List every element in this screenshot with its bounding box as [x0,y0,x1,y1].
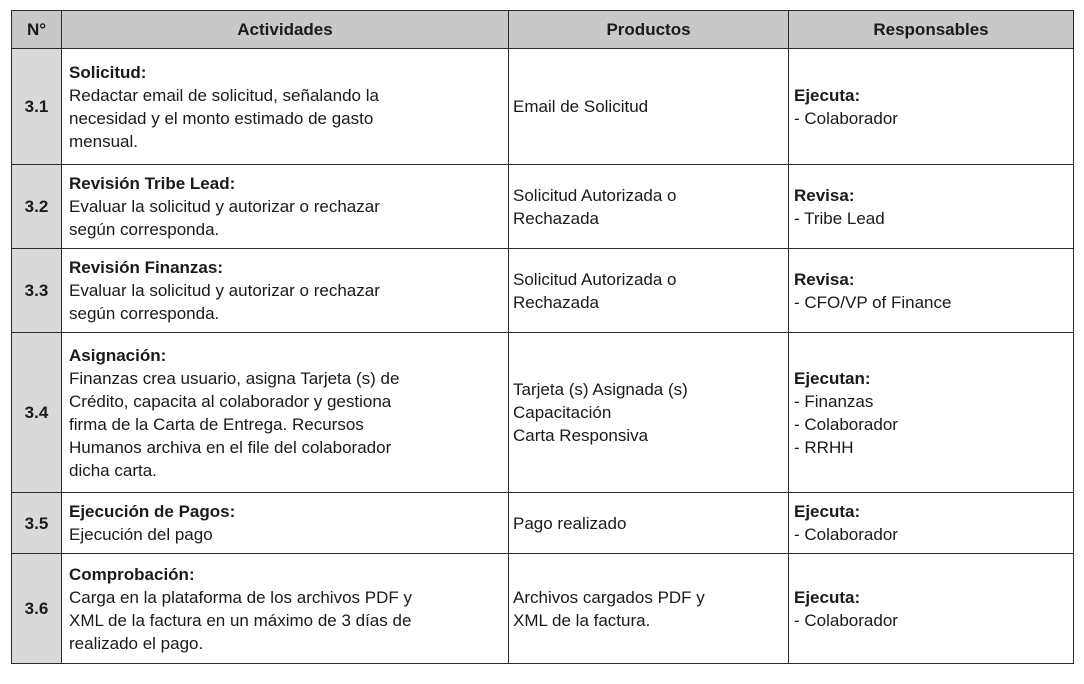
activity-desc-line: XML de la factura en un máximo de 3 días de [69,610,412,630]
responsible-line: - Colaborador [794,414,898,434]
activity-cell [62,165,509,249]
table-row [12,49,1074,165]
responsible-line: - Colaborador [794,108,898,128]
row-number: 3.2 [12,165,62,249]
process-table [11,10,1074,664]
responsibles-cell [789,493,1074,554]
activity-title: Solicitud: [69,62,147,82]
responsible-line: - Tribe Lead [794,208,885,228]
header-responsibles: Responsables [789,11,1074,49]
responsible-line: - Colaborador [794,610,898,630]
product-line: Solicitud Autorizada o [513,269,677,289]
product-line: Carta Responsiva [513,426,649,445]
responsibles-cell [789,333,1074,493]
activity-desc-line: Redactar email de solicitud, señalando la [69,85,379,105]
header-num: N° [12,11,62,49]
table-row [12,493,1074,554]
activity-cell [62,49,509,165]
product-line: Solicitud Autorizada o [513,185,677,205]
product-line: Archivos cargados PDF y [513,587,705,607]
product-line: Rechazada [513,292,600,312]
activity-title: Revisión Tribe Lead: [69,174,236,193]
responsibles-cell [789,165,1074,249]
table-row [12,165,1074,249]
responsibles-cell [789,249,1074,333]
role-label: Ejecuta: [794,85,861,105]
responsibles-cell [789,49,1074,165]
activity-title: Comprobación: [69,564,195,584]
products-cell [509,165,789,249]
activity-desc-line: mensual. [69,131,138,151]
header-products: Productos [509,11,789,49]
role-label: Ejecutan: [794,368,871,388]
activity-desc-line: según corresponda. [69,220,220,239]
activity-desc-line: Evaluar la solicitud y autorizar o rechazar [69,281,380,300]
row-number: 3.5 [12,493,62,554]
product-line: Capacitación [513,403,612,422]
row-number: 3.3 [12,249,62,333]
header-activities: Actividades [62,11,509,49]
products-cell [509,49,789,165]
role-label: Ejecuta: [794,502,861,521]
row-number: 3.1 [12,49,62,165]
activity-desc-line: firma de la Carta de Entrega. Recursos [69,414,364,434]
activity-title: Revisión Finanzas: [69,258,223,277]
responsible-line: - CFO/VP of Finance [794,292,952,312]
table-row [12,333,1074,493]
activity-desc-line: Ejecución del pago [69,525,213,544]
responsible-line: - Finanzas [794,391,874,411]
activity-title: Asignación: [69,345,167,365]
activity-cell [62,493,509,554]
activity-desc-line: Crédito, capacita al colaborador y gestiona [69,391,392,411]
products-cell [509,333,789,493]
products-cell [509,493,789,554]
product-line: Tarjeta (s) Asignada (s) [513,380,688,399]
activity-desc-line: realizado el pago. [69,633,204,653]
table-row [12,249,1074,333]
responsibles-cell [789,554,1074,664]
role-label: Ejecuta: [794,587,861,607]
responsible-line: - RRHH [794,437,854,457]
activity-title: Ejecución de Pagos: [69,502,236,521]
activity-desc-line: Evaluar la solicitud y autorizar o rechazar [69,197,380,216]
products-cell [509,554,789,664]
row-number: 3.4 [12,333,62,493]
product-line: Email de Solicitud [513,97,649,116]
role-label: Revisa: [794,269,855,289]
activity-cell [62,554,509,664]
activity-cell [62,333,509,493]
product-line: Rechazada [513,208,600,228]
product-line: XML de la factura. [513,610,651,630]
activity-desc-line: dicha carta. [69,460,157,480]
activity-desc-line: Humanos archiva en el file del colaborador [69,437,392,457]
activity-desc-line: según corresponda. [69,304,220,323]
table-row [12,554,1074,664]
activity-desc-line: Carga en la plataforma de los archivos PDF y [69,587,412,607]
activity-desc-line: Finanzas crea usuario, asigna Tarjeta (s) de [69,368,400,388]
activity-desc-line: necesidad y el monto estimado de gasto [69,108,374,128]
role-label: Revisa: [794,185,855,205]
header-row [12,11,1074,49]
activity-cell [62,249,509,333]
row-number: 3.6 [12,554,62,664]
products-cell [509,249,789,333]
responsible-line: - Colaborador [794,525,898,544]
product-line: Pago realizado [513,513,627,533]
